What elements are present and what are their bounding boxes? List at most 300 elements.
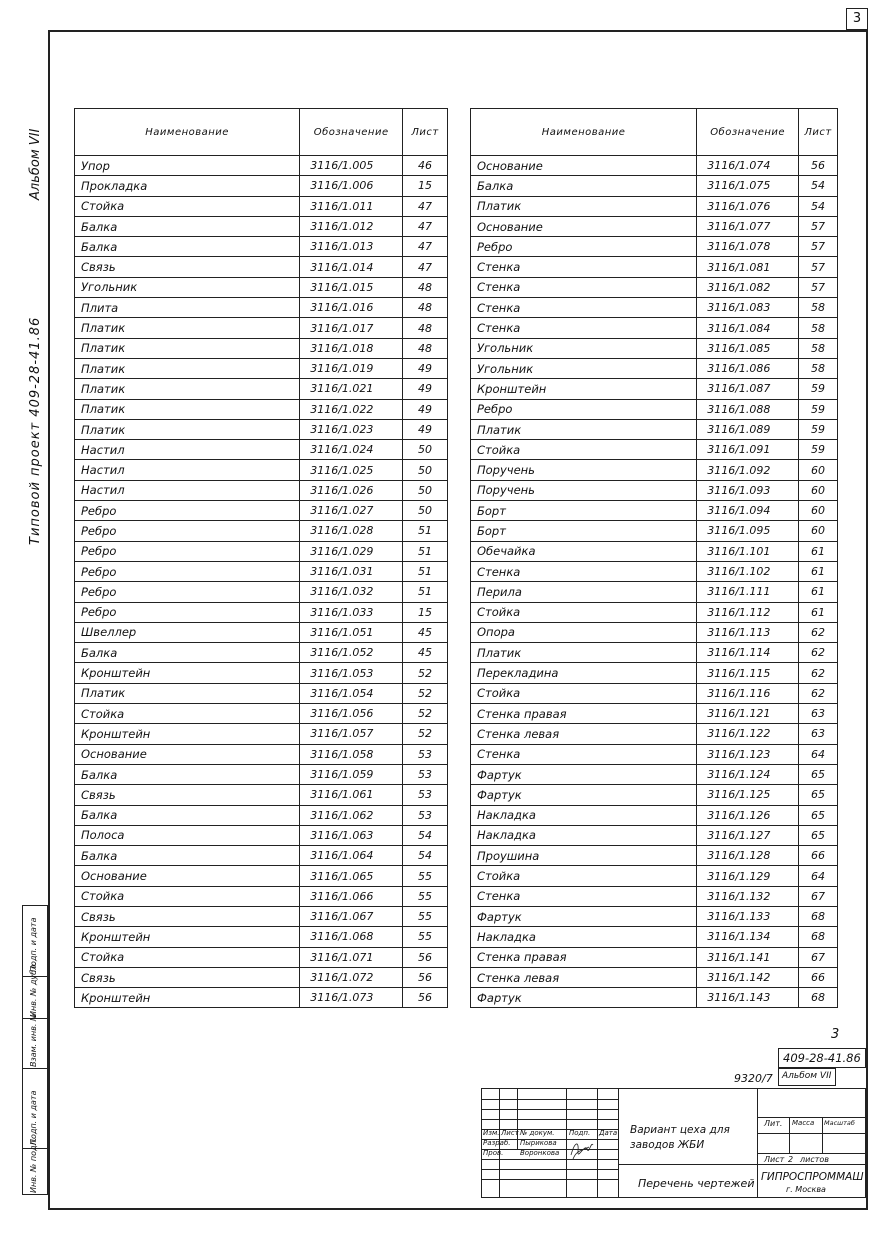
row-designation: 3116/1.063 xyxy=(300,825,403,845)
row-designation: 3116/1.081 xyxy=(697,257,799,277)
drawings-table-right xyxy=(470,108,838,1008)
row-sheet: 55 xyxy=(403,927,448,947)
row-name: Платик xyxy=(75,379,300,399)
row-sheet: 54 xyxy=(799,196,838,216)
row-name: Платик xyxy=(471,196,697,216)
table-row xyxy=(75,927,448,947)
row-designation: 3116/1.065 xyxy=(300,866,403,886)
row-sheet: 60 xyxy=(799,460,838,480)
col-mass: Масса xyxy=(792,1119,815,1127)
row-name: Стенка правая xyxy=(471,704,697,724)
table-row xyxy=(471,602,838,622)
table-row xyxy=(471,846,838,866)
row-designation: 3116/1.092 xyxy=(697,460,799,480)
row-designation: 3116/1.121 xyxy=(697,704,799,724)
row-designation: 3116/1.083 xyxy=(697,298,799,318)
table-row xyxy=(471,501,838,521)
row-name: Поручень xyxy=(471,480,697,500)
row-name: Платик xyxy=(75,358,300,378)
row-name: Стойка xyxy=(471,683,697,703)
row-name: Стенка правая xyxy=(471,947,697,967)
side-album-label: Альбом VII xyxy=(28,128,43,200)
row-designation: 3116/1.132 xyxy=(697,886,799,906)
row-designation: 3116/1.071 xyxy=(300,947,403,967)
row-sheet: 58 xyxy=(799,298,838,318)
table-row xyxy=(75,622,448,642)
table-row xyxy=(75,602,448,622)
role-label: Пров. xyxy=(483,1149,504,1157)
row-sheet: 46 xyxy=(403,156,448,176)
table-row xyxy=(471,683,838,703)
row-designation: 3116/1.082 xyxy=(697,277,799,297)
row-sheet: 52 xyxy=(403,704,448,724)
row-sheet: 51 xyxy=(403,561,448,581)
row-designation: 3116/1.032 xyxy=(300,582,403,602)
table-row xyxy=(75,967,448,987)
row-name: Ребро xyxy=(75,521,300,541)
row-name: Стойка xyxy=(75,704,300,724)
table-row xyxy=(75,379,448,399)
row-designation: 3116/1.026 xyxy=(300,480,403,500)
table-row xyxy=(471,764,838,784)
row-name: Балка xyxy=(471,176,697,196)
row-sheet: 53 xyxy=(403,785,448,805)
row-designation: 3116/1.115 xyxy=(697,663,799,683)
row-designation: 3116/1.101 xyxy=(697,541,799,561)
row-sheet: 61 xyxy=(799,561,838,581)
row-sheet: 57 xyxy=(799,216,838,236)
row-sheet: 51 xyxy=(403,582,448,602)
col-header-designation: Обозначение xyxy=(300,109,403,156)
table-row xyxy=(75,805,448,825)
row-designation: 3116/1.111 xyxy=(697,582,799,602)
row-designation: 3116/1.027 xyxy=(300,501,403,521)
row-name: Угольник xyxy=(471,338,697,358)
table-row xyxy=(75,399,448,419)
table-row xyxy=(75,846,448,866)
table-row xyxy=(75,541,448,561)
row-sheet: 48 xyxy=(403,318,448,338)
row-sheet: 62 xyxy=(799,663,838,683)
row-sheet: 59 xyxy=(799,399,838,419)
row-designation: 3116/1.053 xyxy=(300,663,403,683)
row-designation: 3116/1.024 xyxy=(300,440,403,460)
row-designation: 3116/1.093 xyxy=(697,480,799,500)
row-sheet: 65 xyxy=(799,764,838,784)
row-sheet: 53 xyxy=(403,805,448,825)
row-name: Балка xyxy=(75,764,300,784)
row-name: Проушина xyxy=(471,846,697,866)
row-name: Стенка xyxy=(471,298,697,318)
row-name: Швеллер xyxy=(75,622,300,642)
album-label: Альбом VII xyxy=(782,1071,832,1081)
stamp-cell xyxy=(23,1012,47,1068)
row-name: Накладка xyxy=(471,825,697,845)
row-designation: 3116/1.102 xyxy=(697,561,799,581)
row-sheet: 49 xyxy=(403,419,448,439)
row-name: Стойка xyxy=(75,886,300,906)
row-designation: 3116/1.084 xyxy=(697,318,799,338)
row-sheet: 52 xyxy=(403,724,448,744)
row-name: Платик xyxy=(471,419,697,439)
stamp-label: Взам. инв. № xyxy=(29,1012,38,1067)
table-row xyxy=(75,906,448,926)
row-sheet: 59 xyxy=(799,379,838,399)
row-sheet: 62 xyxy=(799,622,838,642)
table-row xyxy=(75,704,448,724)
row-name: Стенка xyxy=(471,257,697,277)
row-sheet: 61 xyxy=(799,541,838,561)
row-name: Балка xyxy=(75,216,300,236)
col-header-designation: Обозначение xyxy=(697,109,799,156)
table-row xyxy=(471,440,838,460)
row-sheet: 48 xyxy=(403,338,448,358)
row-designation: 3116/1.141 xyxy=(697,947,799,967)
table-row xyxy=(471,216,838,236)
row-sheet: 67 xyxy=(799,947,838,967)
order-number: 9320/7 xyxy=(734,1072,773,1085)
sheets-label: листов xyxy=(800,1155,829,1164)
row-designation: 3116/1.011 xyxy=(300,196,403,216)
row-name: Связь xyxy=(75,785,300,805)
row-designation: 3116/1.112 xyxy=(697,602,799,622)
row-sheet: 54 xyxy=(403,846,448,866)
table-row xyxy=(75,724,448,744)
row-name: Накладка xyxy=(471,805,697,825)
table-row xyxy=(75,521,448,541)
row-designation: 3116/1.094 xyxy=(697,501,799,521)
row-designation: 3116/1.116 xyxy=(697,683,799,703)
row-designation: 3116/1.128 xyxy=(697,846,799,866)
table-row xyxy=(75,886,448,906)
table-row xyxy=(471,906,838,926)
row-name: Ребро xyxy=(471,237,697,257)
row-designation: 3116/1.076 xyxy=(697,196,799,216)
row-sheet: 50 xyxy=(403,480,448,500)
row-name: Кронштейн xyxy=(471,379,697,399)
row-sheet: 48 xyxy=(403,277,448,297)
row-designation: 3116/1.051 xyxy=(300,622,403,642)
row-sheet: 54 xyxy=(799,176,838,196)
row-name: Основание xyxy=(75,866,300,886)
col-header-name: Наименование xyxy=(75,109,300,156)
row-name: Стойка xyxy=(471,602,697,622)
table-row xyxy=(471,561,838,581)
row-name: Поручень xyxy=(471,460,697,480)
row-sheet: 56 xyxy=(403,967,448,987)
sheet-number-below: 3 xyxy=(831,1027,840,1042)
row-sheet: 60 xyxy=(799,501,838,521)
table-row xyxy=(471,866,838,886)
row-name: Кронштейн xyxy=(75,724,300,744)
row-name: Кронштейн xyxy=(75,663,300,683)
table-row xyxy=(471,541,838,561)
row-sheet: 66 xyxy=(799,967,838,987)
row-name: Ребро xyxy=(75,602,300,622)
row-name: Платик xyxy=(75,318,300,338)
row-sheet: 65 xyxy=(799,805,838,825)
row-sheet: 57 xyxy=(799,277,838,297)
row-name: Платик xyxy=(471,643,697,663)
row-sheet: 63 xyxy=(799,724,838,744)
signature-icon xyxy=(569,1137,595,1161)
col-header-sheet: Лист xyxy=(799,109,838,156)
row-designation: 3116/1.074 xyxy=(697,156,799,176)
row-designation: 3116/1.129 xyxy=(697,866,799,886)
table-row xyxy=(75,237,448,257)
row-sheet: 53 xyxy=(403,764,448,784)
role-name: Пырикова xyxy=(520,1139,557,1147)
row-name: Прокладка xyxy=(75,176,300,196)
table-row xyxy=(75,338,448,358)
table-row xyxy=(471,480,838,500)
row-name: Балка xyxy=(75,805,300,825)
row-sheet: 51 xyxy=(403,541,448,561)
table-row xyxy=(471,156,838,176)
row-name: Связь xyxy=(75,257,300,277)
row-name: Кронштейн xyxy=(75,927,300,947)
row-designation: 3116/1.052 xyxy=(300,643,403,663)
row-designation: 3116/1.057 xyxy=(300,724,403,744)
row-sheet: 57 xyxy=(799,237,838,257)
row-designation: 3116/1.054 xyxy=(300,683,403,703)
row-sheet: 55 xyxy=(403,866,448,886)
row-designation: 3116/1.088 xyxy=(697,399,799,419)
row-sheet: 45 xyxy=(403,643,448,663)
row-sheet: 62 xyxy=(799,683,838,703)
row-designation: 3116/1.085 xyxy=(697,338,799,358)
row-name: Обечайка xyxy=(471,541,697,561)
table-row xyxy=(471,744,838,764)
row-name: Стенка левая xyxy=(471,967,697,987)
row-sheet: 68 xyxy=(799,906,838,926)
row-designation: 3116/1.122 xyxy=(697,724,799,744)
row-name: Стойка xyxy=(471,866,697,886)
row-name: Фартук xyxy=(471,764,697,784)
table-row xyxy=(75,825,448,845)
row-name: Стойка xyxy=(75,947,300,967)
row-name: Стенка xyxy=(471,886,697,906)
row-designation: 3116/1.068 xyxy=(300,927,403,947)
row-designation: 3116/1.126 xyxy=(697,805,799,825)
row-designation: 3116/1.143 xyxy=(697,988,799,1008)
row-designation: 3116/1.031 xyxy=(300,561,403,581)
row-sheet: 47 xyxy=(403,196,448,216)
table-row xyxy=(75,460,448,480)
table-row xyxy=(471,277,838,297)
row-name: Опора xyxy=(471,622,697,642)
table-row xyxy=(75,318,448,338)
row-sheet: 49 xyxy=(403,379,448,399)
row-name: Фартук xyxy=(471,988,697,1008)
table-row xyxy=(75,419,448,439)
row-name: Фартук xyxy=(471,785,697,805)
organization: ГИПРОСПРОММАШ xyxy=(761,1171,864,1183)
rev-header: Лист xyxy=(501,1129,519,1137)
row-name: Связь xyxy=(75,967,300,987)
table-row xyxy=(75,277,448,297)
row-name: Ребро xyxy=(75,541,300,561)
row-designation: 3116/1.018 xyxy=(300,338,403,358)
row-sheet: 58 xyxy=(799,318,838,338)
row-sheet: 60 xyxy=(799,521,838,541)
row-sheet: 67 xyxy=(799,886,838,906)
row-designation: 3116/1.028 xyxy=(300,521,403,541)
table-row xyxy=(471,886,838,906)
row-sheet: 55 xyxy=(403,906,448,926)
row-designation: 3116/1.127 xyxy=(697,825,799,845)
row-name: Стенка xyxy=(471,744,697,764)
table-row xyxy=(75,663,448,683)
table-row xyxy=(75,561,448,581)
row-sheet: 59 xyxy=(799,419,838,439)
row-sheet: 56 xyxy=(403,947,448,967)
row-sheet: 66 xyxy=(799,846,838,866)
row-sheet: 65 xyxy=(799,825,838,845)
stamp-label: Подп. и дата xyxy=(29,1090,38,1145)
table-row xyxy=(75,156,448,176)
row-sheet: 47 xyxy=(403,237,448,257)
row-designation: 3116/1.033 xyxy=(300,602,403,622)
row-designation: 3116/1.066 xyxy=(300,886,403,906)
row-name: Основание xyxy=(471,156,697,176)
row-designation: 3116/1.077 xyxy=(697,216,799,236)
table-row xyxy=(471,176,838,196)
row-sheet: 63 xyxy=(799,704,838,724)
row-name: Стенка xyxy=(471,277,697,297)
table-row xyxy=(75,298,448,318)
row-name: Стенка xyxy=(471,318,697,338)
row-sheet: 49 xyxy=(403,358,448,378)
table-header-row xyxy=(471,109,838,156)
table-row xyxy=(75,440,448,460)
stamp-cell xyxy=(23,1068,47,1148)
row-designation: 3116/1.061 xyxy=(300,785,403,805)
row-sheet: 56 xyxy=(403,988,448,1008)
row-sheet: 15 xyxy=(403,176,448,196)
table-row xyxy=(471,622,838,642)
row-sheet: 52 xyxy=(403,663,448,683)
row-designation: 3116/1.067 xyxy=(300,906,403,926)
row-designation: 3116/1.113 xyxy=(697,622,799,642)
rev-header: Изм. xyxy=(483,1129,500,1137)
row-name: Накладка xyxy=(471,927,697,947)
row-name: Упор xyxy=(75,156,300,176)
row-sheet: 64 xyxy=(799,744,838,764)
side-project-label: Типовой проект 409-28-41.86 xyxy=(28,316,43,545)
table-row xyxy=(75,501,448,521)
drawings-table-left xyxy=(74,108,448,1008)
city: г. Москва xyxy=(786,1185,826,1194)
row-name: Ребро xyxy=(75,501,300,521)
row-sheet: 47 xyxy=(403,257,448,277)
row-designation: 3116/1.073 xyxy=(300,988,403,1008)
stamp-cell xyxy=(23,1137,47,1194)
row-designation: 3116/1.078 xyxy=(697,237,799,257)
row-name: Полоса xyxy=(75,825,300,845)
row-sheet: 50 xyxy=(403,501,448,521)
row-name: Настил xyxy=(75,480,300,500)
stamp-label: Инв. № подл. xyxy=(29,1137,38,1193)
table-row xyxy=(471,358,838,378)
approval-stamp-column xyxy=(22,905,48,1195)
table-row xyxy=(471,419,838,439)
sheet-label: Лист xyxy=(764,1155,785,1164)
row-name: Перекладина xyxy=(471,663,697,683)
row-name: Плита xyxy=(75,298,300,318)
row-sheet: 61 xyxy=(799,602,838,622)
table-row xyxy=(471,643,838,663)
table-row xyxy=(75,196,448,216)
row-designation: 3116/1.013 xyxy=(300,237,403,257)
row-designation: 3116/1.021 xyxy=(300,379,403,399)
row-designation: 3116/1.091 xyxy=(697,440,799,460)
row-designation: 3116/1.087 xyxy=(697,379,799,399)
row-sheet: 52 xyxy=(403,683,448,703)
table-row xyxy=(471,967,838,987)
row-sheet: 58 xyxy=(799,338,838,358)
row-designation: 3116/1.062 xyxy=(300,805,403,825)
row-designation: 3116/1.134 xyxy=(697,927,799,947)
drawing-title: Перечень чертежей xyxy=(638,1177,755,1190)
stamp-label: Подп. и дата xyxy=(29,917,38,972)
table-row xyxy=(75,643,448,663)
row-designation: 3116/1.056 xyxy=(300,704,403,724)
row-sheet: 65 xyxy=(799,785,838,805)
row-sheet: 61 xyxy=(799,582,838,602)
title-block xyxy=(481,1088,866,1198)
table-row xyxy=(471,460,838,480)
row-name: Борт xyxy=(471,521,697,541)
row-designation: 3116/1.029 xyxy=(300,541,403,561)
row-sheet: 68 xyxy=(799,927,838,947)
row-sheet: 55 xyxy=(403,886,448,906)
row-designation: 3116/1.005 xyxy=(300,156,403,176)
role-label: Разраб. xyxy=(483,1139,511,1147)
row-designation: 3116/1.064 xyxy=(300,846,403,866)
row-name: Борт xyxy=(471,501,697,521)
row-designation: 3116/1.023 xyxy=(300,419,403,439)
row-name: Платик xyxy=(75,683,300,703)
code-box xyxy=(778,1048,866,1068)
row-sheet: 49 xyxy=(403,399,448,419)
row-sheet: 45 xyxy=(403,622,448,642)
table-row xyxy=(471,988,838,1008)
row-designation: 3116/1.015 xyxy=(300,277,403,297)
row-designation: 3116/1.019 xyxy=(300,358,403,378)
sheet-value: 2 xyxy=(788,1155,794,1164)
table-row xyxy=(471,298,838,318)
row-designation: 3116/1.025 xyxy=(300,460,403,480)
project-title: Вариант цеха для заводов ЖБИ xyxy=(630,1124,730,1151)
row-sheet: 59 xyxy=(799,440,838,460)
rev-header: № докум. xyxy=(520,1129,555,1137)
row-designation: 3116/1.089 xyxy=(697,419,799,439)
stamp-label: Инв. № дубл. xyxy=(29,962,38,1017)
row-designation: 3116/1.058 xyxy=(300,744,403,764)
table-row xyxy=(471,379,838,399)
row-name: Угольник xyxy=(471,358,697,378)
row-name: Угольник xyxy=(75,277,300,297)
table-row xyxy=(471,704,838,724)
table-row xyxy=(471,785,838,805)
rev-header: Подп. xyxy=(569,1129,591,1137)
row-sheet: 50 xyxy=(403,440,448,460)
row-sheet: 53 xyxy=(403,744,448,764)
row-designation: 3116/1.095 xyxy=(697,521,799,541)
table-row xyxy=(471,521,838,541)
row-name: Платик xyxy=(75,338,300,358)
